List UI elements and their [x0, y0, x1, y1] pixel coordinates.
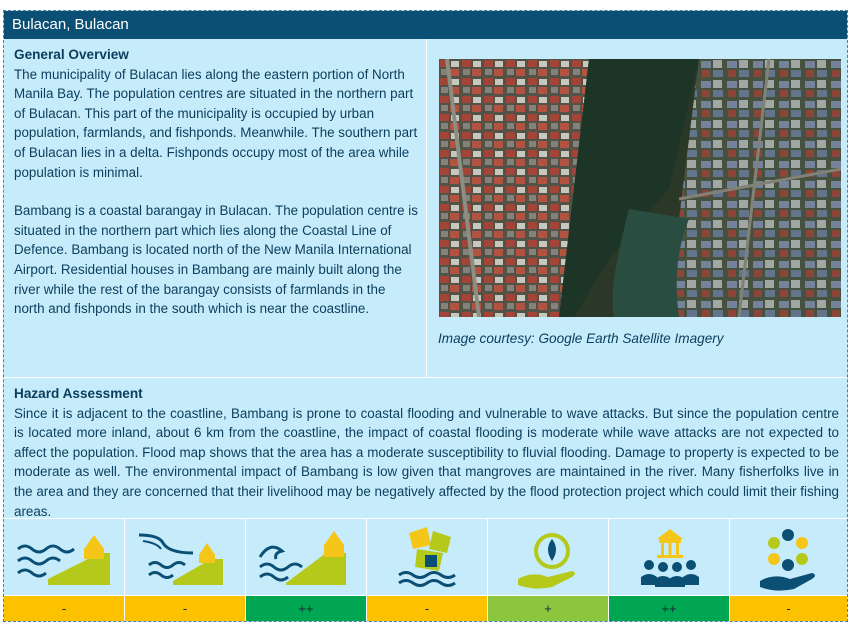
- indicator-coastal-flooding: [4, 519, 125, 621]
- livelihood-icon: [730, 519, 847, 595]
- barangay-profile-card: [3, 10, 848, 622]
- general-overview-heading: General Overview: [14, 47, 129, 62]
- rating-property-damage: -: [367, 595, 487, 621]
- rating-wave-attack: ++: [246, 595, 366, 621]
- indicator-property-damage: [367, 519, 488, 621]
- hazard-assessment-heading: Hazard Assessment: [14, 386, 143, 401]
- indicator-population: [609, 519, 730, 621]
- hazard-assessment-text: Since it is adjacent to the coastline, Bambang is prone to coastal flooding and vulnerable to wave attacks. But since the population centre is located more inland, about 6 km from the coastline, the impact of coastal flooding is moderate while wave attacks are not expected to affect the population. Flood map shows that the area has a moderate susceptibility to fluvial flooding. Damage to property is expected to be moderate as well. The environmental impact of Bambang is low given that mangroves are maintained in the river. Many fisherfolks live in the area and they are concerned that their livelihood may be negatively affected by the flood protection project which could limit their fishing areas.: [14, 405, 839, 519]
- property-damage-icon: [367, 519, 487, 595]
- image-caption: Image courtesy: Google Earth Satellite Imagery: [438, 331, 724, 346]
- rating-population: ++: [609, 595, 729, 621]
- population-icon: [609, 519, 729, 595]
- rating-livelihood: -: [730, 595, 847, 621]
- rating-fluvial-flooding: -: [125, 595, 245, 621]
- rating-coastal-flooding: -: [4, 595, 124, 621]
- impact-indicators-row: [4, 519, 847, 621]
- wave-attack-icon: [246, 519, 366, 595]
- indicator-wave-attack: [246, 519, 367, 621]
- indicator-livelihood: [730, 519, 847, 621]
- general-overview-section: [4, 39, 427, 377]
- satellite-image: [439, 59, 841, 317]
- rating-environment: +: [488, 595, 608, 621]
- photo-column: [427, 39, 847, 377]
- environment-icon: [488, 519, 608, 595]
- coastal-flooding-icon: [4, 519, 124, 595]
- overview-paragraph-1: The municipality of Bulacan lies along the eastern portion of North Manila Bay. The population centres are situated in the northern part of Bulacan. This part of the municipality is occupied by urban population, farmlands, and fishponds. Meanwhile. The southern part of Bulacan lies in a delta. Fishponds occupy most of the area while population is minimal.: [14, 66, 418, 180]
- hazard-assessment-section: [4, 377, 847, 519]
- page-title: Bulacan, Bulacan: [4, 11, 847, 39]
- indicator-environment: [488, 519, 609, 621]
- overview-paragraph-2: Bambang is a coastal barangay in Bulacan. The population centre is situated in the northern part which lies along the Coastal Line of Defence. Bambang is located north of the New Manila International Airport. Residential houses in Bambang are mainly built along the river while the rest of the barangay consists of farmlands in the north and fishponds in the south which is near the coastline.: [14, 203, 418, 317]
- indicator-fluvial-flooding: [125, 519, 246, 621]
- fluvial-flooding-icon: [125, 519, 245, 595]
